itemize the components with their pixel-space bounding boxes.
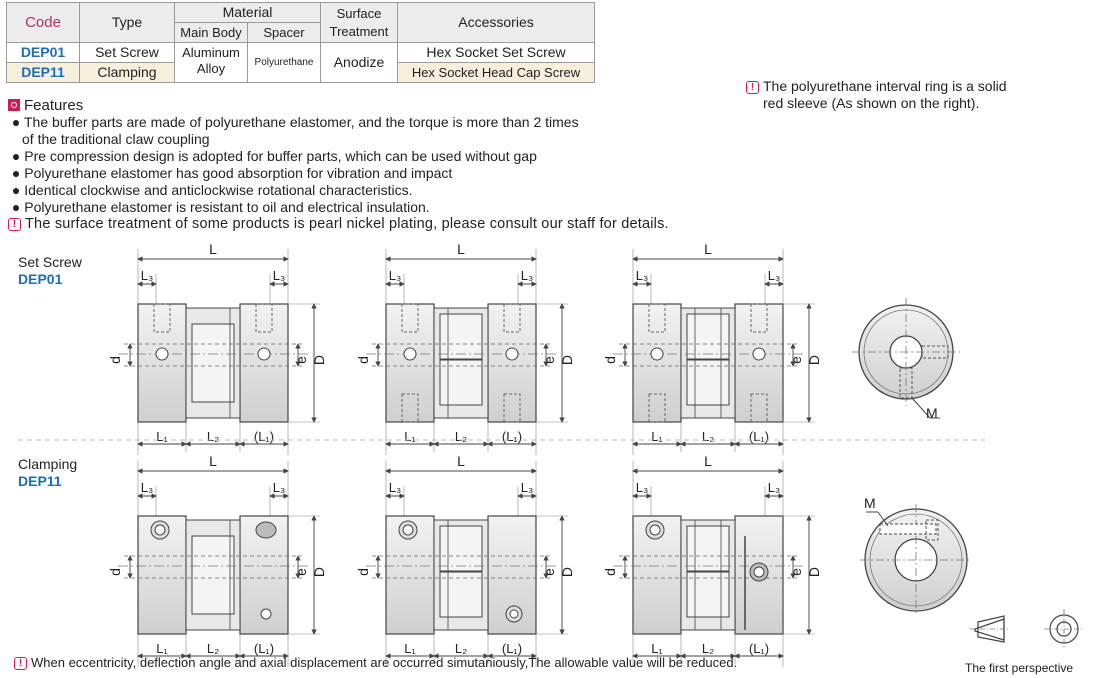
section-code-dep01: DEP01 — [18, 271, 63, 287]
dim-L1-paren: (L₁) — [253, 641, 275, 656]
dim-L2: L₂ — [454, 429, 468, 444]
dim-d: d — [355, 356, 371, 364]
dim-L3: L₃ — [767, 268, 781, 283]
perspective-label: The first perspective — [965, 661, 1074, 675]
dim-L1-paren: (L₁) — [501, 429, 523, 444]
dim-d: d — [355, 568, 371, 576]
dim-L: L — [457, 241, 465, 257]
dim-L2: L₂ — [454, 641, 468, 656]
dim-L: L — [704, 241, 712, 257]
row1-main-body: Aluminum — [175, 43, 248, 63]
feature-item: ● Identical clockwise and anticlockwise rotational characteristics. — [8, 182, 413, 198]
row2-main-body: Alloy — [175, 63, 248, 83]
features-note: The surface treatment of some products is pearl nickel plating, please consult our staff for details. — [25, 216, 669, 232]
dim-L3: L₃ — [272, 268, 286, 283]
dim-L3: L₃ — [388, 480, 402, 495]
dim-L1: L₁ — [651, 429, 663, 444]
dim-L3: L₃ — [520, 268, 534, 283]
dim-e: e — [293, 356, 309, 364]
coupling-side-view — [355, 241, 575, 455]
dim-L1: L₁ — [156, 641, 168, 656]
hdr-spacer: Spacer — [248, 23, 321, 43]
feature-item: ● Polyurethane elastomer is resistant to oil and electrical insulation. — [8, 199, 430, 215]
dim-L: L — [704, 453, 712, 469]
warning-icon: ! — [14, 657, 27, 670]
dim-L: L — [209, 453, 217, 469]
dim-L: L — [209, 241, 217, 257]
feature-item: ● Polyurethane elastomer has good absorption for vibration and impact — [8, 165, 453, 181]
dim-L3: L₃ — [388, 268, 402, 283]
row1-type: Set Screw — [80, 43, 175, 63]
dim-L: L — [457, 453, 465, 469]
dim-D: D — [806, 354, 822, 366]
dim-D: D — [311, 354, 327, 366]
warning-icon: ! — [746, 81, 759, 94]
feature-item: ● Pre compression design is adopted for buffer parts, which can be used without gap — [8, 148, 537, 164]
section-type-setscrew: Set Screw — [18, 254, 82, 270]
coupling-side-view — [355, 453, 575, 667]
end-view-clamping — [860, 495, 972, 616]
row1-code: DEP01 — [7, 43, 80, 63]
hdr-surface: Surface Treatment — [321, 3, 398, 43]
dim-L3: L₃ — [140, 268, 154, 283]
hdr-main-body: Main Body — [175, 23, 248, 43]
dim-D: D — [559, 566, 575, 578]
dim-e: e — [788, 568, 804, 576]
coupling-side-view — [107, 453, 327, 667]
feature-item-cont: of the traditional claw coupling — [22, 131, 210, 147]
dim-L2: L₂ — [206, 641, 220, 656]
dim-e: e — [788, 356, 804, 364]
dim-e: e — [293, 568, 309, 576]
coupling-side-view — [602, 453, 822, 667]
dim-L1-paren: (L₁) — [501, 641, 523, 656]
dim-L1-paren: (L₁) — [253, 429, 275, 444]
warning-icon: ! — [8, 218, 21, 231]
end-view-setscrew — [852, 298, 960, 421]
dim-L1: L₁ — [404, 429, 416, 444]
footer-note: ! When eccentricity, deflection angle and axial displacement are occurred simutaniously,The allowable value will be reduced. — [14, 655, 737, 670]
dim-D: D — [311, 566, 327, 578]
dim-M-clamp: M — [864, 495, 876, 511]
dim-L3: L₃ — [635, 480, 649, 495]
hdr-code: Code — [7, 3, 80, 43]
row-surface: Anodize — [321, 43, 398, 83]
dim-L1-paren: (L₁) — [748, 641, 770, 656]
dim-L3: L₃ — [520, 480, 534, 495]
dim-L2: L₂ — [206, 429, 220, 444]
dim-L1: L₁ — [651, 641, 663, 656]
dim-L3: L₃ — [767, 480, 781, 495]
feature-item: ● The buffer parts are made of polyurethane elastomer, and the torque is more than 2 times — [8, 114, 579, 130]
dim-L2: L₂ — [701, 641, 715, 656]
hdr-material: Material — [175, 3, 321, 23]
dim-e: e — [541, 568, 557, 576]
dim-L1: L₁ — [404, 641, 416, 656]
dim-L3: L₃ — [635, 268, 649, 283]
row1-accessories: Hex Socket Set Screw — [398, 43, 595, 63]
row2-type: Clamping — [80, 63, 175, 83]
row-spacer: Polyurethane — [248, 43, 321, 83]
row2-code: DEP11 — [7, 63, 80, 83]
section-type-clamping: Clamping — [18, 456, 78, 472]
side-note: ! The polyurethane interval ring is a solid red sleeve (As shown on the right). — [746, 78, 1007, 112]
features-title: Features — [24, 97, 84, 114]
hdr-accessories: Accessories — [398, 3, 595, 43]
dim-e: e — [541, 356, 557, 364]
dim-d: d — [602, 356, 618, 364]
dim-D: D — [806, 566, 822, 578]
coupling-side-view — [107, 241, 327, 455]
dim-L1-paren: (L₁) — [748, 429, 770, 444]
dim-D: D — [559, 354, 575, 366]
dim-M: M — [926, 405, 938, 421]
dim-L3: L₃ — [272, 480, 286, 495]
hdr-type: Type — [80, 3, 175, 43]
dim-d: d — [107, 356, 123, 364]
first-perspective-symbol — [970, 609, 1084, 649]
dim-d: d — [107, 568, 123, 576]
dim-L3: L₃ — [140, 480, 154, 495]
dim-d: d — [602, 568, 618, 576]
row2-accessories: Hex Socket Head Cap Screw — [398, 63, 595, 83]
section-code-dep11: DEP11 — [18, 473, 62, 489]
coupling-side-view — [602, 241, 822, 455]
dim-L2: L₂ — [701, 429, 715, 444]
dim-L1: L₁ — [156, 429, 168, 444]
